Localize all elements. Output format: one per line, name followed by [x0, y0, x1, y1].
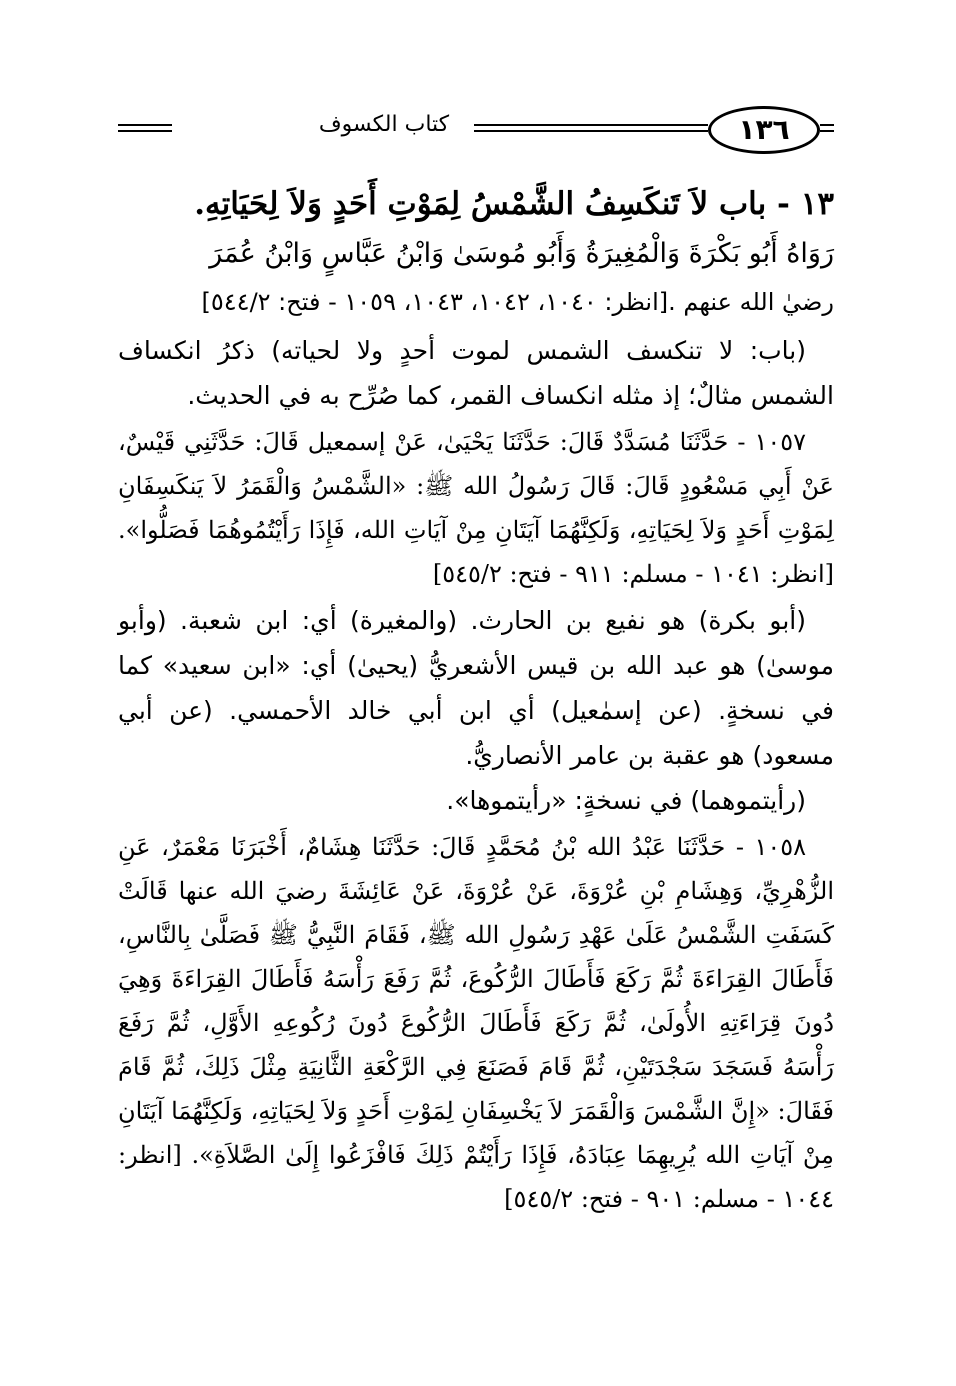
hadith-1058: ١٠٥٨ - حَدَّثَنَا عَبْدُ الله بْنُ مُحَمَّدٍ قَالَ: حَدَّثَنَا هِشَامٌ، أَخْبَرَنَا مَعْمَرٌ، عَنِ الزُّهْرِيِّ، وَهِشَامِ بْنِ عُرْوَةَ، عَنْ عُرْوَةَ، عَنْ عَائِشَةَ رضيَ الله عنها قَالَتْ كَسَفَتِ الشَّمْسُ عَلَىٰ عَهْدِ رَسُولِ الله ﷺ، فَقَامَ النَّبِيُّ ﷺ فَصَلَّىٰ بِالنَّاسِ، فَأَطَالَ القِرَاءَةَ ثُمَّ رَكَعَ فَأَطَالَ الرُّكُوعَ، ثُمَّ رَفَعَ رَأْسَهُ فَأَطَالَ القِرَاءَةَ وَهِيَ دُونَ قِرَاءَتِهِ الأُولَىٰ، ثُمَّ رَكَعَ فَأَطَالَ الرُّكُوعَ دُونَ رُكُوعِهِ الأَوَّلِ، ثُمَّ رَفَعَ رَأْسَهُ فَسَجَدَ سَجْدَتَيْنِ، ثُمَّ قَامَ فَصَنَعَ فِي الرَّكْعَةِ الثَّانِيَةِ مِثْلَ ذَلِكَ، ثُمَّ قَامَ فَقَالَ: «إِنَّ الشَّمْسَ وَالْقَمَرَ لاَ يَخْسِفَانِ لِمَوْتِ أَحَدٍ وَلاَ لِحَيَاتِهِ، وَلَكِنَّهُمَا آيَتَانِ مِنْ آيَاتِ الله يُرِيهِمَا عِبَادَهُ، فَإِذَا رَأَيْتُمْ ذَلِكَ فَافْزَعُوا إِلَىٰ الصَّلاَةِ». [انظر: ١٠٤٤ - مسلم: ٩٠١ - فتح: ٥٤٥/٢] — [118, 833, 834, 1213]
chapter-narration: رَوَاهُ أَبُو بَكْرَةَ وَالْمُغِيرَةُ وَأَبُو مُوسَىٰ وَابْنُ عَبَّاسٍ وَابْنُ عُمَرَ — [209, 238, 834, 269]
hadith-1057-commentary-1: (أبو بكرة) هو نفيع بن الحارث. (والمغيرة) أي: ابن شعبة. (وأبو موسىٰ) هو عبد الله بن قيس الأشعريُّ (يحيىٰ) أي: «ابن سعيد» كما في نسخةٍ. (عن إسمٰعيل) أي ابن أبي خالد الأحمسي. (عن أبي مسعود) هو عقبة بن عامر الأنصاريُّ. — [118, 606, 834, 770]
hadith-1057: ١٠٥٧ - حَدَّثَنَا مُسَدَّدٌ قَالَ: حَدَّثَنَا يَحْيَىٰ، عَنْ إسمعيل قَالَ: حَدَّثَنِي قَيْسٌ، عَنْ أَبِي مَسْعُودٍ قَالَ: قَالَ رَسُولُ الله ﷺ: «الشَّمْسُ وَالْقَمَرُ لاَ يَنكَسِفَانِ لِمَوْتِ أَحَدٍ وَلاَ لِحَيَاتِهِ، وَلَكِنَّهُمَا آيَتَانِ مِنْ آيَاتِ الله، فَإِذَا رَأَيْتُمُوهُمَا فَصَلُّوا». [انظر: ١٠٤١ - مسلم: ٩١١ - فتح: ٥٤٥/٢] — [118, 428, 834, 588]
chapter-title: ١٣ - باب لاَ تَنكَسِفُ الشَّمْسُ لِمَوْتِ أَحَدٍ وَلاَ لِحَيَاتِهِ. — [194, 186, 834, 222]
header-rule-right — [820, 124, 834, 126]
running-title: كتاب الكسوف — [318, 112, 450, 137]
chapter-commentary: (باب: لا تنكسف الشمس لموت أحدٍ ولا لحياته) ذكرُ انكساف الشمس مثالٌ؛ إذ مثله انكساف القمر، كما صُرِّح به في الحديث. — [118, 336, 834, 410]
chapter-references: رضيٰ الله عنهم .[انظر: ١٠٤٠، ١٠٤٢، ١٠٤٣، ١٠٥٩ - فتح: ٥٤٤/٢] — [201, 288, 834, 316]
header-rule-middle — [474, 124, 708, 126]
page-header — [118, 104, 834, 156]
header-rule-left — [118, 124, 172, 126]
page-content — [118, 178, 834, 1221]
hadith-1057-commentary-2: (رأيتموهما) في نسخةٍ: «رأيتموها». — [446, 786, 806, 815]
page-number: ١٣٦ — [708, 106, 820, 154]
